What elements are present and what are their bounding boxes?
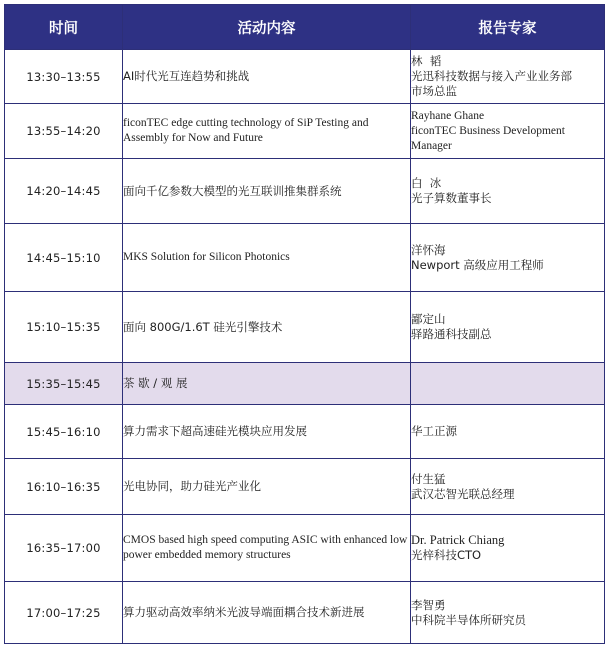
schedule-row	[5, 50, 605, 104]
schedule-row	[5, 224, 605, 292]
row-speaker	[411, 515, 605, 582]
row-activity: 算力需求下超高速硅光模块应用发展	[123, 405, 411, 459]
header-time: 时间	[5, 5, 123, 50]
speaker-name: 华工正源	[411, 424, 457, 438]
row-time: 13:55–14:20	[5, 104, 123, 159]
break-label: 茶 歇 / 观 展	[123, 376, 188, 390]
row-activity: 光电协同，助力硅光产业化	[123, 459, 411, 515]
speaker-title: 武汉芯智光联总经理	[411, 486, 515, 501]
row-time: 16:35–17:00	[5, 515, 123, 582]
speaker-name: Rayhane Ghane	[411, 109, 485, 122]
row-time: 14:45–15:10	[5, 224, 123, 292]
speaker-name: 李智勇	[411, 597, 446, 612]
schedule-row	[5, 459, 605, 515]
row-activity: 面向千亿参数大模型的光互联训推集群系统	[123, 159, 411, 224]
row-activity: CMOS based high speed computing ASIC with enhanced low power embedded memory structures	[123, 515, 411, 582]
row-activity: AI时代光互连趋势和挑战	[123, 50, 411, 104]
row-speaker	[411, 104, 605, 159]
header-speaker: 报告专家	[411, 5, 605, 50]
speaker-name: 林 韬	[411, 54, 442, 68]
speaker-name: 付生猛	[411, 471, 446, 486]
speaker-name: 白 冰	[411, 176, 442, 190]
speaker-name: Dr. Patrick Chiang	[411, 533, 505, 547]
speaker-title: 光迅科技数据与接入产业业务部	[411, 69, 572, 83]
schedule-row	[5, 405, 605, 459]
header-activity: 活动内容	[123, 5, 411, 50]
speaker-title: 中科院半导体所研究员	[411, 612, 526, 627]
row-time: 15:10–15:35	[5, 292, 123, 363]
speaker-title: 驿路通科技副总	[411, 327, 492, 341]
row-activity: 算力驱动高效率纳米光波导端面耦合技术新进展	[123, 582, 411, 644]
speaker-title: 光梓科技CTO	[411, 548, 482, 562]
row-speaker	[411, 582, 605, 644]
schedule-row	[5, 159, 605, 224]
schedule-row	[5, 104, 605, 159]
speaker-name: 洋怀海	[411, 242, 446, 257]
speaker-title: ficonTEC Business Development	[411, 124, 565, 137]
row-activity: ficonTEC edge cutting technology of SiP Testing and Assembly for Now and Future	[123, 104, 411, 159]
row-speaker	[411, 292, 605, 363]
speaker-title: 光子算数董事长	[411, 191, 492, 205]
speaker-title: Manager	[411, 139, 452, 152]
row-time: 16:10–16:35	[5, 459, 123, 515]
schedule-row	[5, 515, 605, 582]
row-speaker	[411, 405, 605, 459]
row-speaker	[411, 224, 605, 292]
row-activity: 面向 800G/1.6T 硅光引擎技术	[123, 292, 411, 363]
row-time: 15:45–16:10	[5, 405, 123, 459]
row-time: 14:20–14:45	[5, 159, 123, 224]
break-row	[5, 363, 605, 405]
row-time: 17:00–17:25	[5, 582, 123, 644]
speaker-title: 市场总监	[411, 84, 457, 98]
row-speaker	[411, 50, 605, 104]
speaker-title: Newport 高级应用工程师	[411, 257, 544, 272]
speaker-name: 鄙定山	[411, 312, 446, 326]
row-activity: MKS Solution for Silicon Photonics	[123, 224, 411, 292]
row-speaker-empty	[411, 363, 605, 405]
schedule-row	[5, 582, 605, 644]
row-speaker	[411, 159, 605, 224]
schedule-row	[5, 292, 605, 363]
row-activity	[123, 363, 411, 405]
row-time: 13:30–13:55	[5, 50, 123, 104]
schedule-table	[4, 4, 605, 644]
header-row	[5, 5, 605, 50]
row-time: 15:35–15:45	[5, 363, 123, 405]
row-speaker	[411, 459, 605, 515]
